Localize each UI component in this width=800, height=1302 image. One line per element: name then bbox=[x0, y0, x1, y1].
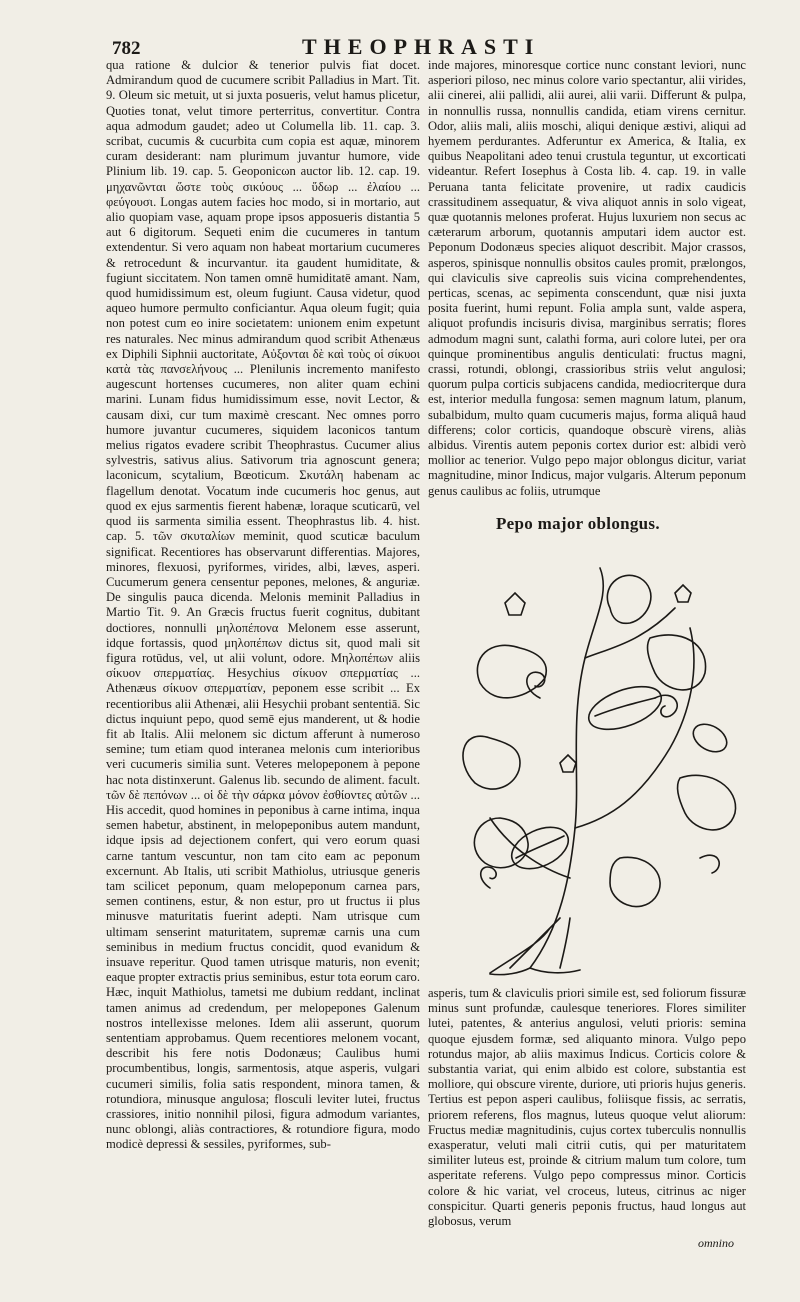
left-text-column bbox=[106, 58, 420, 1248]
paragraph: asperis, tum & claviculis priori simile est, sed foliorum fissuræ minus sunt profundæ, caulesque teneriores. Flores similiter lutei, patentes, & anterius angulosi, veluti prioris: semina quoque ejusdem formæ, sed aliquanto minora. Vulgo pepo rotundus major, ab aliis maximus Indicus. Corticis colore & substantia variat, qui enim albido est colore, substantia est molliore, qui obscure virente, duriore, uti prioris hujus generis. Tertius est pepon asperi caulibus, foliisque fissis, ac serratis, priorem referens, flos magnus, luteus quoque velut aliorum: Fructus mediæ magnitudinis, cujus cortex tuberculis nonnullis exasperatur, veluti mali citrii cutis, qui per maturitatem similiter luteus est, proinde & citrium malum tum colore, tum asperitate referens. Vulgo pepo compressus minor. Corticis colore & hic variat, vel croceus, luteus, citrinus ac niger conspicitur. Quarti generis peponis fructus, haud longus aut globosus, verum bbox=[428, 986, 746, 1229]
right-text-column-bottom bbox=[428, 986, 746, 1248]
catchword: omnino bbox=[698, 1236, 734, 1250]
paragraph: qua ratione & dulcior & tenerior pulvis fiat docet. Admirandum quod de cucumere scribit Palladius in Mart. Tit. 9. Oleum sic metuit, ut si juxta posueris, velut hamus plicetur, Quoties tonat, velut timore perterritus, convertitur. Contra aqua admodum gaudet; adeo ut Columella lib. 11. cap. 3. scribat, cucumis & cucurbita cum copia est aquæ, minorem curam desiderant: nam plurimum juvantur humore, vide Plinium lib. 19. cap. 5. Geoponicωn auctor lib. 12. cap. 19. μηχανῶνται ὥστε τοὺς σικύους ... ὕδωρ ... ἐλαίου ... φεύγουσι. Longas autem facies hoc modo, si in mortario, aut alio quopiam vase, aquam prope ipsos apposueris distantia 5 aut 6 digitorum. Sequeti enim die cucumeres in tantum extendentur. Si vero aquam non habeat mortarium cucumeres & retrocedunt & incurvantur. ita gaudent humiditate, & fugiunt siccitatem. Non tamen omnē humiditatē amant. Nam, quod humidissimum est, oleum fugiunt. Causa videtur, quod aqueo humore permulto conficiantur. Aqua oleum fugit; quia non potest cum eo inire societatem: unionem enim expetunt res naturales. Nec minus admirandum quod scribit Athenæus ex Diphili Siphnii auctoritate, Αὐξονται δὲ καὶ τοὺς οἱ σίκυοι κατὰ τὰς πανσελήνους ... Plenilunis incremento manifesto augescunt hortenses cucumeres, non aliter quam echini marini. Lunam fidus humidissimum esse, novit Lector, & causam dixi, cur tum maximè crescant. Nec omnes porro humore juvantur cucumeres, siquidem laconicos tantum melius rigatos evadere scribit Theophrastus. Cucumer alius sylvestris, sativus alius. Sativorum tria agnoscunt genera; laconicum, scytalium, Bœoticum. Σκυτάλη habenam ac flagellum denotat. Vocatum inde cucumeris hoc genus, aut quod ex ejus sarmentis fierent habenæ, loraque scuticarū, vel quod iis sarmenta similia essent. Theophrastus lib. 4. hist. cap. 5. τῶν σκυταλίων meminit, quod scuticæ baculum significat. Recentiores has observarunt differentias. Majores, minores, flexuosi, pyriformes, virides, albi, læves, asperi. Cucumerum genera censentur pepones, melones, & anguriæ. De singulis pauca dicenda. Melonis meminit Palladius in Martio Tit. 9. An Græcis fructus fuerit cognitus, dubitant doctiores, nonnulli μηλοπέπονα Melonem esse asserunt, idque fortassis, quod μηλοπέπων dictus sit, quod mali sit figura rotūdus, vel, ut alii volunt, odore. Μηλοπέπων aliis σίκυον σπερματίας. Hesychius σίκυον σπερματίας ... Athenæus σίκυον σπερματίαν, peponem esse scribit ... Ex recentioribus alii Athenæi, alii Hesychii probant sententiā. Sic dictus inquiunt pepo, quod semē ejus manderent, ut & hodie fit ab Italis. Alii melonem sic dictum afferunt à numeroso semine; tum etiam quod interanea melonis cum interioribus veri cucumeris similia sunt. Veteres melopeponem à pepone hac nota distinxerunt. Galenus lib. secundo de aliment. facult. τῶν δὲ πεπόνων ... οἱ δὲ τὴν σάρκα μόνον ἐσθίοντες αὐτῶν ... His accedit, quod homines in peponibus à carne intima, inqua semen habetur, abstinent, in melopeponibus autem mandunt, idque ipsis ad dejectionem confert, qui vero eorum quasi carne tantum vescuntur, non tam cito eam ac peponum excernunt. Ab Italis, uti scribit Mathiolus, utriusque generis tam scilicet peponum, quam melopeponum carnea pars, semen continens, estur, & non estur, pro ut fructus ii plus minusve maturitatis fuerint adepti. Nam utrisque cum ultimam senserint maturitatem, supremæ carnis una cum seminibus in medium fructus concidit, quod evanidum & insuave reperitur. Quod tamen utrisque maturis, non evenit; eaque propter extractis prius seminibus, estur tota eorum caro. Hæc, inquit Mathiolus, tametsi me dubium reddant, inclinat tamen animus ad credendum, per melopepones Galenum nostros intellexisse melones. Idem alii asserunt, quorum sententiam approbamus. Quem recentiores melonem vocant, describit his fere notis Dodonæus; Caulibus humi procumbentibus, longis, sarmentosis, atque asperis, vulgari cucumeri similis, folia satis respondent, minora tamen, & rotundiora, minusque angulosa; flosculi leviter lutei, fructus crassiores, initio nonnihil pilosi, figura admodum variantes, nunc oblongi, aliàs contractiores, & rotundiore figura, modo modicè depressi & sessiles, pyriformes, sub- bbox=[106, 58, 420, 1152]
figure-caption: Pepo major oblongus. bbox=[496, 514, 660, 533]
running-title: THEOPHRASTI bbox=[302, 34, 541, 59]
paragraph: inde majores, minoresque cortice nunc constant leviori, nunc asperiori piloso, nec minus colore vario spectantur, alii virides, alii cinerei, alii pallidi, alii aurei, alii varii. Differunt & pulpa, in nonnullis russa, nonnullis candida, etiam virens cernitur. Odor, aliis mali, aliis moschi, aliqui denique æstivi, aliqui ad hyemem perdurantes. Adferuntur ex America, & Italia, ex quibus Neapolitani adeo tenui crustula teguntur, ut excorticati videantur. Refert Iosephus à Costa lib. 4. cap. 19. in valle Peruana tanta felicitate provenire, ut radix caudicis crassitudinem assequatur, & viva aliquot annis in solo vigeat, quæ quotannis melones proferat. Hujus luxuriem non secus ac cæterarum arborum, quotannis amputari idem auctor est. Peponum Dodonæus species aliquot describit. Major crassos, asperos, spinisque nonnullis obsitos caules promit, prælongos, qui claviculis sive capreolis suis vicina comprehendentes, perticas, scenas, ac sepimenta conscendunt, quæ nisi juxta posita fuerint, humi repunt. Folia ampla sunt, valde aspera, aliquot profundis incisuris divisa, marginibus serratis; flores admodum magni sunt, calathi forma, auri colore lutei, per ora quinque prominentibus angulis denticulati: fructus magni, crassi, rotundi, oblongi, crassioribus striis velut angulosi; quorum pulpa corticis subjacens candida, mediocriterque dura est, interior medulla fungosa: semen magnum latum, planum, subalbidum, multo quam cucumeris majus, forma aliquâ haud differens; color corticis, quandoque obscurè virens, aliàs albidus. Virentis autem peponis cortex durior est: albidi verò mollior ac tenerior. Vulgo pepo major oblongus dicitur, variat magnitudine, minor Indicus, major vulgaris. Alterum peponum genus caulibus ac foliis, utrumque bbox=[428, 58, 746, 498]
right-text-column-top bbox=[428, 58, 746, 504]
page-number: 782 bbox=[112, 38, 141, 59]
pepo-plant-woodcut bbox=[450, 548, 750, 978]
